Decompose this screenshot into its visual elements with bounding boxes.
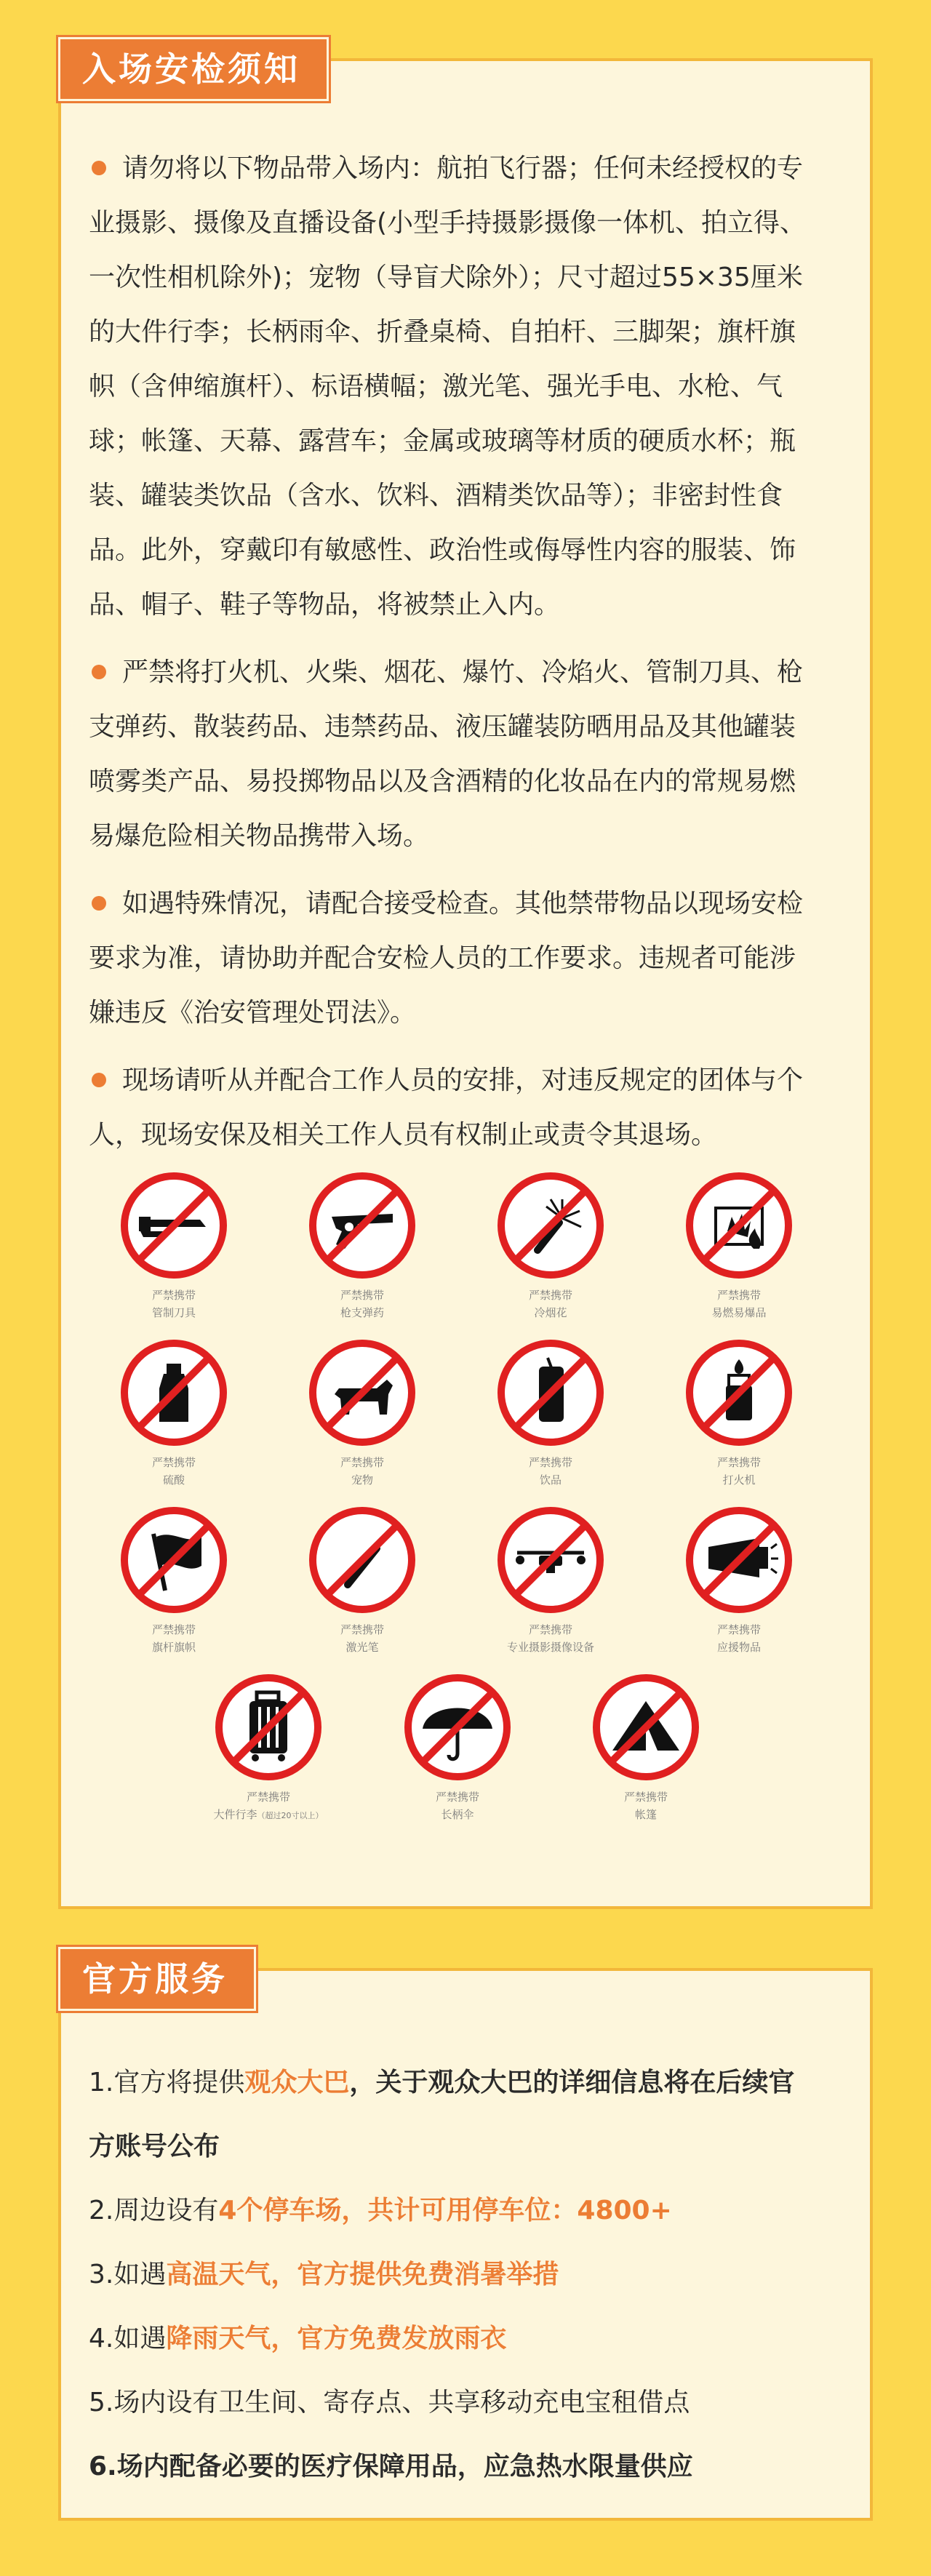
rule-line: 帜（含伸缩旗杆）、标语横幅；激光笔、强光手电、水枪、气 — [89, 372, 783, 401]
prohibited-explosive — [666, 1170, 812, 1321]
explosive-ban-icon — [684, 1170, 794, 1281]
icon-caption-line2 — [478, 1471, 623, 1489]
drink-ban-icon — [495, 1337, 606, 1448]
service-item — [89, 2243, 848, 2307]
rule-line: 请勿将以下物品带入场内：航拍飞行器；任何未经授权的专 — [122, 153, 804, 183]
service-item — [89, 2371, 848, 2435]
service-highlight: 高温天气，官方提供免费消暑举措 — [166, 2260, 559, 2289]
icon-caption-line1: 严禁携带 — [716, 1289, 761, 1302]
prohibited-laser — [289, 1505, 435, 1656]
rule-line: 支弹药、散装药品、违禁药品、液压罐装防晒用品及其他罐装 — [89, 712, 796, 742]
prohibited-knife — [101, 1170, 247, 1321]
tent-ban-icon — [591, 1672, 701, 1783]
icon-caption-text: 冷烟花 — [534, 1306, 567, 1319]
rule-line: 易爆危险相关物品携带入场。 — [89, 821, 430, 851]
rule-line: 喷雾类产品、易投掷物品以及含酒精的化妆品在内的常规易燃 — [89, 767, 796, 796]
icon-caption-text: 打火机 — [722, 1473, 756, 1487]
service-text: 3.如遇 — [89, 2260, 167, 2289]
icon-caption-line1: 严禁携带 — [340, 1289, 384, 1302]
service-text: 方账号公布 — [89, 2132, 220, 2161]
service-highlight: 降雨天气，官方免费发放雨衣 — [166, 2324, 507, 2353]
prohibited-sparkler — [478, 1170, 623, 1321]
security-rules — [89, 141, 842, 1175]
icon-caption-line1: 严禁携带 — [716, 1623, 761, 1636]
rule-line: 嫌违反《治安管理处罚法》。 — [89, 998, 417, 1028]
rule-line: 球；帐篷、天幕、露营车；金属或玻璃等材质的硬质水杯；瓶 — [89, 426, 796, 456]
bullet-dot — [92, 1073, 106, 1087]
icon-caption-line1: 严禁携带 — [340, 1456, 384, 1469]
rule-line: 品。此外，穿戴印有敏感性、政治性或侮辱性内容的服装、饰 — [89, 535, 796, 565]
services-card — [58, 1959, 873, 2521]
prohibited-luggage — [196, 1672, 341, 1825]
icon-caption-line2 — [385, 1806, 530, 1823]
icon-caption-line1: 严禁携带 — [528, 1289, 572, 1302]
rule-line: 人，现场安保及相关工作人员有权制止或责令其退场。 — [89, 1120, 718, 1150]
service-item — [89, 2051, 848, 2115]
security-title: 入场安检须知 — [58, 37, 329, 101]
icon-caption-text: 旗杆旗帜 — [151, 1641, 196, 1654]
prohibited-umbrella — [385, 1672, 530, 1823]
knife-ban-icon — [119, 1170, 229, 1281]
prohibited-banner — [666, 1505, 812, 1656]
service-item — [89, 2307, 848, 2371]
service-text: 5.场内设有卫生间、寄存点、共享移动充电宝租借点 — [89, 2388, 690, 2417]
icon-caption-text: 激光笔 — [345, 1641, 379, 1654]
gun-ban-icon — [307, 1170, 417, 1281]
icon-caption-text: 帐篷 — [634, 1808, 657, 1821]
rule-line: 如遇特殊情况，请配合接受检查。其他禁带物品以现场安检 — [122, 889, 804, 919]
prohibited-flag — [101, 1505, 247, 1656]
luggage-ban-icon — [213, 1672, 324, 1783]
icon-caption-line2 — [573, 1806, 719, 1823]
prohibited-tent — [573, 1672, 719, 1823]
icon-caption-text: 大件行李 — [213, 1808, 257, 1821]
rule-line: 品、帽子、鞋子等物品，将被禁止入内。 — [89, 590, 561, 620]
service-text: 4.如遇 — [89, 2324, 167, 2353]
laser-ban-icon — [307, 1505, 417, 1615]
rule-line: 一次性相机除外)；宠物（导盲犬除外）；尺寸超过55×35厘米 — [89, 263, 803, 292]
icon-caption-text: 易燃易爆品 — [711, 1306, 767, 1319]
rule-line: 装、罐装类饮品（含水、饮料、酒精类饮品等）；非密封性食 — [89, 481, 783, 511]
icon-caption-text: 枪支弹药 — [340, 1306, 384, 1319]
rule-item — [89, 141, 842, 632]
icon-caption-line1: 严禁携带 — [435, 1791, 479, 1804]
icon-caption-line1: 严禁携带 — [151, 1289, 196, 1302]
sparkler-ban-icon — [495, 1170, 606, 1281]
icon-caption-text: 饮品 — [539, 1473, 562, 1487]
icon-caption-line1: 严禁携带 — [151, 1456, 196, 1469]
rule-line: 要求为准，请协助并配合安检人员的工作要求。违规者可能涉 — [89, 943, 796, 973]
pet-ban-icon — [307, 1337, 417, 1448]
prohibited-bottle — [101, 1337, 247, 1489]
prohibited-gun — [289, 1170, 435, 1321]
bullet-dot — [92, 896, 106, 911]
service-item — [89, 2435, 848, 2499]
rule-line: 的大件行李；长柄雨伞、折叠桌椅、自拍杆、三脚架；旗杆旗 — [89, 317, 796, 347]
service-item — [89, 2179, 848, 2243]
flag-ban-icon — [119, 1505, 229, 1615]
icon-caption-line2 — [478, 1304, 623, 1321]
icon-caption-line1: 严禁携带 — [623, 1791, 668, 1804]
service-highlight: 4个停车场，共计可用停车位：4800+ — [218, 2196, 672, 2225]
rule-item — [89, 1053, 842, 1162]
icon-caption-line1: 严禁携带 — [246, 1791, 290, 1804]
icon-caption-line2 — [289, 1471, 435, 1489]
drone-ban-icon — [495, 1505, 606, 1615]
icon-caption-text: 管制刀具 — [151, 1306, 196, 1319]
service-text-tail: ，关于观众大巴的详细信息将在后续官 — [349, 2068, 795, 2097]
icon-caption-note: （超过20寸以上） — [257, 1811, 324, 1820]
icon-caption-text: 长柄伞 — [441, 1808, 474, 1821]
rule-item — [89, 645, 842, 863]
icon-caption-line2 — [478, 1639, 623, 1656]
service-text: 2.周边设有 — [89, 2196, 219, 2225]
prohibited-lighter — [666, 1337, 812, 1489]
icon-caption-line2 — [196, 1806, 341, 1825]
icon-caption-line2 — [289, 1639, 435, 1656]
icon-caption-text: 宠物 — [351, 1473, 373, 1487]
icon-caption-line2 — [289, 1304, 435, 1321]
bottle-ban-icon — [119, 1337, 229, 1448]
icon-caption-line2 — [101, 1639, 247, 1656]
prohibited-pet — [289, 1337, 435, 1489]
icon-caption-line1: 严禁携带 — [151, 1623, 196, 1636]
service-text: 1.官方将提供 — [89, 2068, 245, 2097]
icon-caption-line2 — [666, 1471, 812, 1489]
icon-caption-line1: 严禁携带 — [716, 1456, 761, 1469]
banner-ban-icon — [684, 1505, 794, 1615]
lighter-ban-icon — [684, 1337, 794, 1448]
icon-caption-line2 — [101, 1471, 247, 1489]
security-card — [58, 49, 873, 1909]
rule-line: 严禁将打火机、火柴、烟花、爆竹、冷焰火、管制刀具、枪 — [122, 657, 804, 687]
icon-caption-line2 — [101, 1304, 247, 1321]
icon-caption-line2 — [666, 1639, 812, 1656]
icon-caption-text: 专业摄影摄像设备 — [506, 1641, 594, 1654]
services-list — [89, 2051, 848, 2499]
rule-line: 现场请听从并配合工作人员的安排，对违反规定的团体与个 — [122, 1065, 804, 1095]
bullet-dot — [92, 161, 106, 175]
icon-caption-line1: 严禁携带 — [528, 1456, 572, 1469]
rule-item — [89, 876, 842, 1040]
umbrella-ban-icon — [402, 1672, 513, 1783]
icon-caption-line1: 严禁携带 — [528, 1623, 572, 1636]
services-title: 官方服务 — [58, 1947, 256, 2011]
icon-caption-text: 应援物品 — [716, 1641, 761, 1654]
icon-caption-text: 硫酸 — [162, 1473, 185, 1487]
service-item — [89, 2115, 848, 2179]
bullet-dot — [92, 665, 106, 679]
prohibited-drone — [478, 1505, 623, 1656]
service-highlight: 观众大巴 — [244, 2068, 350, 2097]
service-text: 6.场内配备必要的医疗保障用品，应急热水限量供应 — [89, 2452, 693, 2481]
rule-line: 业摄影、摄像及直播设备(小型手持摄影摄像一体机、拍立得、 — [89, 208, 807, 238]
prohibited-drink — [478, 1337, 623, 1489]
icon-caption-line2 — [666, 1304, 812, 1321]
icon-caption-line1: 严禁携带 — [340, 1623, 384, 1636]
